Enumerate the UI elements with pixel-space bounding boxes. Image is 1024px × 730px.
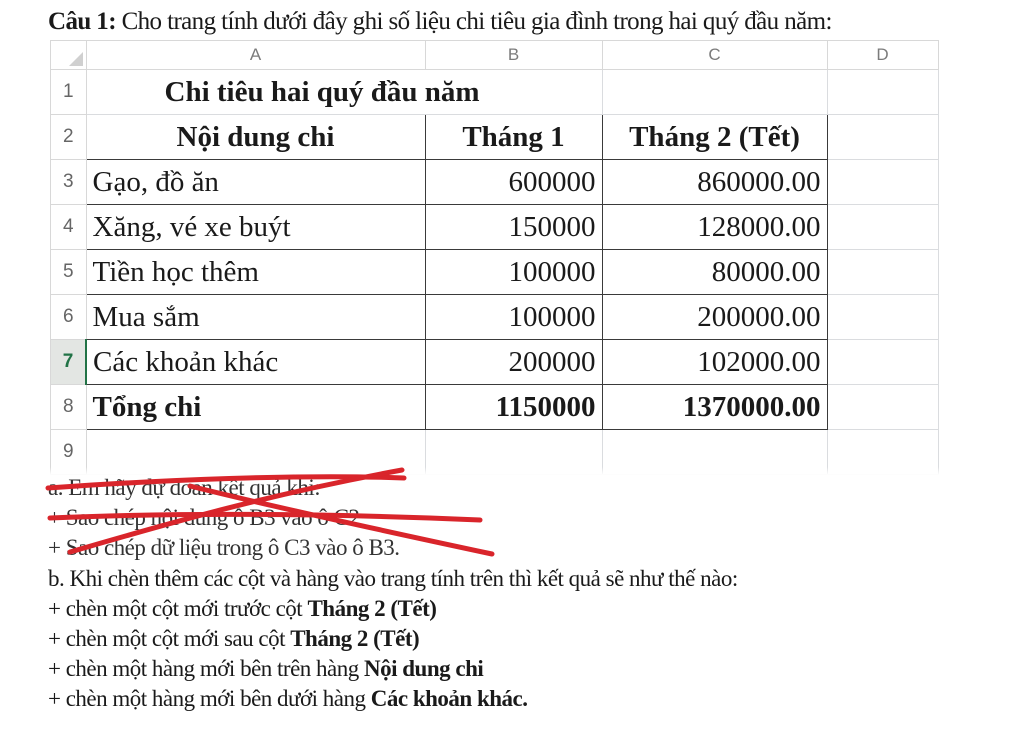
cell-b4[interactable]: 150000 (425, 205, 602, 250)
cell-c4[interactable]: 128000.00 (602, 205, 827, 250)
spreadsheet-grid (50, 40, 939, 475)
part-b-item-3 (48, 654, 738, 684)
row-header-3[interactable]: 3 (51, 160, 87, 205)
part-a-struck (48, 473, 400, 563)
column-header-d[interactable]: D (827, 41, 938, 70)
cell-c2[interactable]: Tháng 2 (Tết) (602, 115, 827, 160)
question-label: Câu 1: (48, 8, 116, 35)
question-text: Cho trang tính dưới đây ghi số liệu chi tiêu gia đình trong hai quý đầu năm: (115, 8, 832, 35)
row-header-4[interactable]: 4 (51, 205, 87, 250)
cell-c6[interactable]: 200000.00 (602, 295, 827, 340)
cell-d3[interactable] (827, 160, 938, 205)
cell-d7[interactable] (827, 340, 938, 385)
cell-d4[interactable] (827, 205, 938, 250)
row-header-1[interactable]: 1 (51, 70, 87, 115)
cell-c1[interactable] (602, 70, 827, 115)
part-b-item-4-prefix: + chèn một hàng mới bên dưới hàng (48, 686, 371, 711)
part-b-intro: b. Khi chèn thêm các cột và hàng vào trang tính trên thì kết quả sẽ như thế nào: (48, 566, 738, 591)
row-header-2[interactable]: 2 (51, 115, 87, 160)
cell-c5[interactable]: 80000.00 (602, 250, 827, 295)
cell-d1[interactable] (827, 70, 938, 115)
part-b-item-2 (48, 624, 738, 654)
cell-a6[interactable]: Mua sắm (86, 295, 425, 340)
cell-c3[interactable]: 860000.00 (602, 160, 827, 205)
select-all-corner[interactable] (51, 41, 87, 70)
sheet-row-1 (51, 70, 939, 115)
cell-b2[interactable]: Tháng 1 (425, 115, 602, 160)
column-header-b[interactable]: B (425, 41, 602, 70)
sheet-row-4 (51, 205, 939, 250)
part-b (48, 564, 738, 714)
sheet-row-5 (51, 250, 939, 295)
part-b-item-4-bold: Các khoản khác. (370, 686, 528, 711)
part-b-item-1-prefix: + chèn một cột mới trước cột (48, 596, 308, 621)
spreadsheet (50, 40, 939, 475)
part-b-item-3-bold: Nội dung chi (364, 656, 484, 681)
part-b-item-4 (48, 684, 738, 714)
row-header-9[interactable]: 9 (51, 430, 87, 475)
cell-d8[interactable] (827, 385, 938, 430)
cell-b3[interactable]: 600000 (425, 160, 602, 205)
cell-d6[interactable] (827, 295, 938, 340)
part-b-item-3-prefix: + chèn một hàng mới bên trên hàng (48, 656, 364, 681)
part-a-line-3: + Sao chép dữ liệu trong ô C3 vào ô B3. (48, 535, 400, 560)
cell-a3[interactable]: Gạo, đồ ăn (86, 160, 425, 205)
part-a-line-2: + Sao chép nội dung ô B3 vào ô C2 (48, 505, 360, 530)
column-header-c[interactable]: C (602, 41, 827, 70)
cell-d2[interactable] (827, 115, 938, 160)
question-heading (48, 8, 832, 36)
cell-c8[interactable]: 1370000.00 (602, 385, 827, 430)
cell-a2[interactable]: Nội dung chi (86, 115, 425, 160)
row-header-7[interactable]: 7 (51, 340, 87, 385)
cell-d5[interactable] (827, 250, 938, 295)
row-header-5[interactable]: 5 (51, 250, 87, 295)
sheet-row-2 (51, 115, 939, 160)
part-b-item-2-prefix: + chèn một cột mới sau cột (48, 626, 291, 651)
row-header-6[interactable]: 6 (51, 295, 87, 340)
sheet-row-8 (51, 385, 939, 430)
part-b-item-2-bold: Tháng 2 (Tết) (290, 626, 420, 651)
part-b-item-1-bold: Tháng 2 (Tết) (307, 596, 437, 621)
cell-b6[interactable]: 100000 (425, 295, 602, 340)
sheet-row-3 (51, 160, 939, 205)
cell-a4[interactable]: Xăng, vé xe buýt (86, 205, 425, 250)
cell-a7[interactable]: Các khoản khác (86, 340, 425, 385)
cell-c7[interactable]: 102000.00 (602, 340, 827, 385)
sheet-title-cell[interactable]: Chi tiêu hai quý đầu năm (86, 70, 602, 115)
cell-b8[interactable]: 1150000 (425, 385, 602, 430)
column-header-a[interactable]: A (86, 41, 425, 70)
cell-a8[interactable]: Tổng chi (86, 385, 425, 430)
sheet-row-7 (51, 340, 939, 385)
column-header-row (51, 41, 939, 70)
cell-b7[interactable]: 200000 (425, 340, 602, 385)
sheet-row-6 (51, 295, 939, 340)
cell-b5[interactable]: 100000 (425, 250, 602, 295)
part-a-line-1: a. Em hãy dự đoán kết quả khi: (48, 475, 321, 500)
cell-a5[interactable]: Tiền học thêm (86, 250, 425, 295)
row-header-8[interactable]: 8 (51, 385, 87, 430)
part-b-item-1 (48, 594, 738, 624)
